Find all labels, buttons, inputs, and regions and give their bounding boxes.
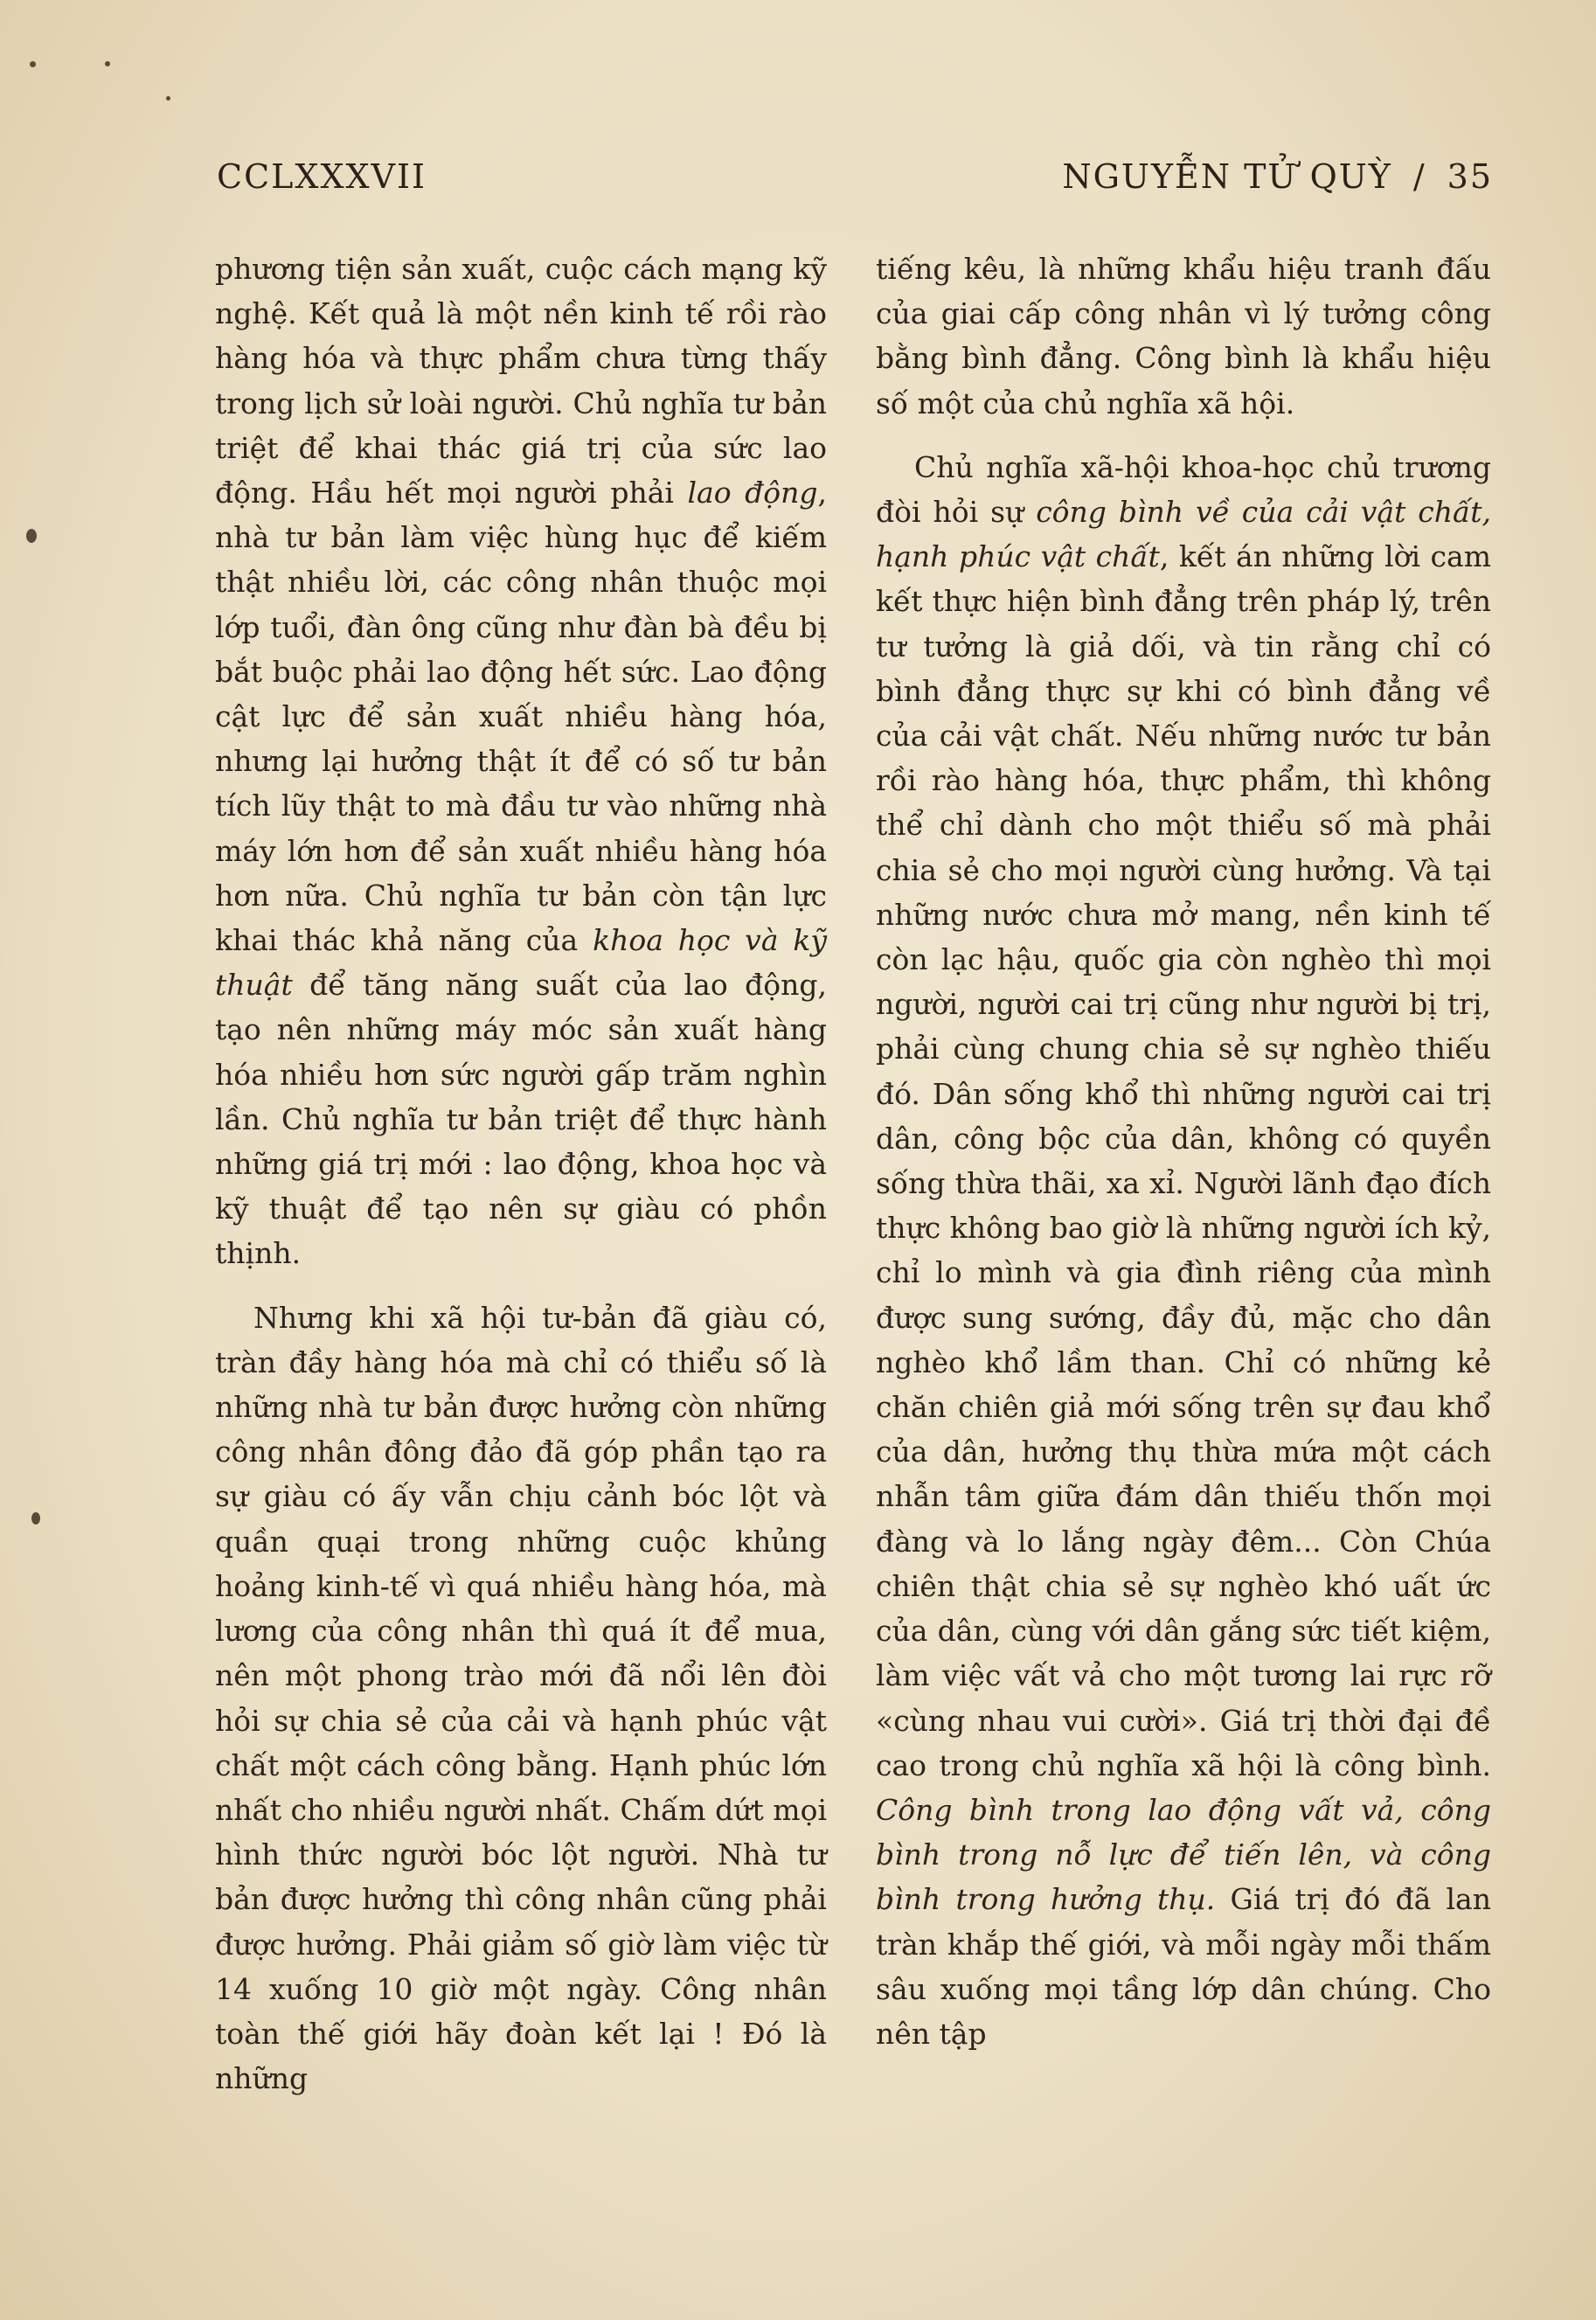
- header-separator: /: [1412, 157, 1426, 196]
- paragraph: [876, 445, 1491, 2056]
- header-right: [1062, 157, 1493, 196]
- paper-speck: [26, 529, 37, 543]
- page-number: 35: [1447, 157, 1493, 196]
- text-run: tiếng kêu, là những khẩu hiệu tranh đấu của giai cấp công nhân vì lý tưởng công bằng bình đẳng. Công bình là khẩu hiệu số một của chủ nghĩa xã hội.: [876, 252, 1491, 420]
- paper-speck: [31, 1512, 40, 1525]
- paper-speck: [166, 96, 170, 101]
- italic-text: Công bình trong lao động vất vả, công bình trong nỗ lực để tiến lên, và công bình trong hưởng thụ.: [876, 1792, 1491, 1917]
- italic-text: khoa học và kỹ thuật: [215, 923, 827, 1003]
- text-run: Nhưng khi xã hội tư-bản đã giàu có, tràn đầy hàng hóa mà chỉ có thiểu số là những nhà tư bản được hưởng còn những công nhân đông đảo đã góp phần tạo ra sự giàu có ấy vẫn chịu cảnh bóc lột và quần quại trong những cuộc khủng hoảng kinh-tế vì quá nhiều hàng hóa, mà lương của công nhân thì quá ít để mua, nên một phong trào mới đã nổi lên đòi hỏi sự chia sẻ của cải và hạnh phúc vật chất một cách công bằng. Hạnh phúc lớn nhất cho nhiều người nhất. Chấm dứt mọi hình thức người bóc lột người. Nhà tư bản được hưởng thì công nhân cũng phải được hưởng. Phải giảm số giờ làm việc từ 14 xuống 10 giờ một ngày. Công nhân toàn thế giới hãy đoàn kết lại ! Đó là những: [215, 1300, 827, 2096]
- paper-speck: [30, 61, 36, 67]
- text-run: , nhà tư bản làm việc hùng hục để kiếm thật nhiều lời, các công nhân thuộc mọi lớp tuổi, đàn ông cũng như đàn bà đều bị bắt buộc phải lao động hết sức. Lao động cật lực để sản xuất nhiều hàng hóa, nhưng lại hưởng thật ít để có số tư bản tích lũy thật to mà đầu tư vào những nhà máy lớn hơn để sản xuất nhiều hàng hóa hơn nữa. Chủ nghĩa tư bản còn tận lực khai thác khả năng của: [215, 476, 827, 958]
- paragraph: [215, 247, 827, 1276]
- text-run: để tăng năng suất của lao động, tạo nên những máy móc sản xuất hàng hóa nhiều hơn sức người gấp trăm nghìn lần. Chủ nghĩa tư bản triệt để thực hành những giá trị mới : lao động, khoa học và kỹ thuật để tạo nên sự giàu có phồn thịnh.: [215, 968, 827, 1271]
- right-column: [876, 247, 1491, 2056]
- italic-text: công bình về của cải vật chất, hạnh phúc vật chất: [876, 495, 1491, 574]
- paragraph: [215, 1295, 827, 2101]
- text-run: , kết án những lời cam kết thực hiện bình đẳng trên pháp lý, trên tư tưởng là giả dối, và tin rằng chỉ có bình đẳng thực sự khi có bình đẳng về của cải vật chất. Nếu những nước tư bản rồi rào hàng hóa, thực phẩm, thì không thể chỉ dành cho một thiểu số mà phải chia sẻ cho mọi người cùng hưởng. Và tại những nước chưa mở mang, nền kinh tế còn lạc hậu, quốc gia còn nghèo thì mọi người, người cai trị cũng như người bị trị, phải cùng chung chia sẻ sự nghèo thiếu đó. Dân sống khổ thì những người cai trị dân, công bộc của dân, không có quyền sống thừa thãi, xa xỉ. Người lãnh đạo đích thực không bao giờ là những người ích kỷ, chỉ lo mình và gia đình riêng của mình được sung sướng, đầy đủ, mặc cho dân nghèo khổ lầm than. Chỉ có những kẻ chăn chiên giả mới sống trên sự đau khổ của dân, hưởng thụ thừa mứa một cách nhẫn tâm giữa đám dân thiếu thốn mọi đàng và lo lắng ngày đêm... Còn Chúa chiên thật chia sẻ sự nghèo khó uất ức của dân, cùng với dân gắng sức tiết kiệm, làm việc vất vả cho một tương lai rực rỡ «cùng nhau vui cười». Giá trị thời đại đề cao trong chủ nghĩa xã hội là công bình.: [876, 539, 1491, 1782]
- italic-text: lao động: [687, 476, 818, 511]
- text-run: Chủ nghĩa xã-hội khoa-học chủ trương đòi hỏi sự: [876, 449, 1491, 530]
- text-run: Giá trị đó đã lan tràn khắp thế giới, và mỗi ngày mỗi thấm sâu xuống mọi tầng lớp dân chúng. Cho nên tập: [876, 1882, 1491, 2051]
- page-label: CCLXXXVII: [217, 157, 427, 196]
- left-column: [215, 247, 827, 2101]
- running-header: [217, 157, 1493, 210]
- paragraph: [876, 247, 1491, 426]
- text-run: phương tiện sản xuất, cuộc cách mạng kỹ nghệ. Kết quả là một nền kinh tế rồi rào hàng hóa và thực phẩm chưa từng thấy trong lịch sử loài người. Chủ nghĩa tư bản triệt để khai thác giá trị của sức lao động. Hầu hết mọi người phải: [215, 252, 827, 511]
- paper-speck: [105, 61, 110, 66]
- running-title: NGUYỄN TỬ QUỲ: [1062, 157, 1392, 196]
